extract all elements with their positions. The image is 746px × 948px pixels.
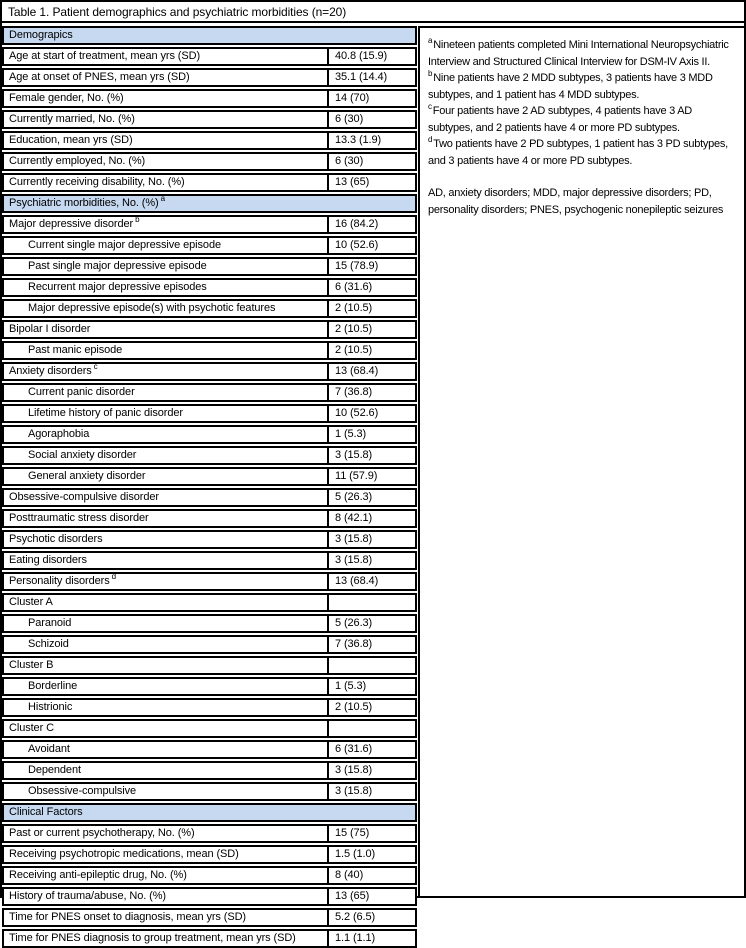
row-label: Schizoid xyxy=(28,638,69,650)
footnote xyxy=(428,70,736,103)
table-row xyxy=(2,803,417,822)
row-label: Anxiety disorders $^c$ xyxy=(9,362,98,377)
row-value: 8 (40) xyxy=(327,868,415,883)
row-label: Eating disorders xyxy=(9,554,87,566)
row-value: 5 (26.3) xyxy=(327,616,415,631)
row-label: Currently employed, No. (%) xyxy=(9,155,146,167)
footnote-marker: a xyxy=(160,194,165,204)
row-value: 3 (15.8) xyxy=(327,763,415,778)
row-label: History of trauma/abuse, No. (%) xyxy=(9,890,166,902)
table-row xyxy=(2,761,417,780)
table-row xyxy=(2,593,417,612)
row-label: Current single major depressive episode xyxy=(28,239,221,251)
row-value: 3 (15.8) xyxy=(327,784,415,799)
table-row xyxy=(2,131,417,150)
row-label: Currently receiving disability, No. (%) xyxy=(9,176,185,188)
row-value: 1 (5.3) xyxy=(327,679,415,694)
footnote xyxy=(428,37,736,70)
row-label: Age at onset of PNES, mean yrs (SD) xyxy=(9,71,190,83)
row-label: Psychotic disorders xyxy=(9,533,103,545)
table-row xyxy=(2,908,417,927)
footnote-marker: b xyxy=(135,215,140,225)
row-value xyxy=(327,658,415,673)
table-row xyxy=(2,887,417,906)
row-label: Receiving anti-epileptic drug, No. (%) xyxy=(9,869,187,881)
row-value: 3 (15.8) xyxy=(327,553,415,568)
table-row xyxy=(2,740,417,759)
row-label: Paranoid xyxy=(28,617,72,629)
table-row xyxy=(2,341,417,360)
table-row xyxy=(2,152,417,171)
table-row xyxy=(2,824,417,843)
footnote-text: Four patients have 2 AD subtypes, 4 patients have 3 AD subtypes, and 2 patients have 4 or more PD subtypes. xyxy=(428,105,692,134)
row-value: 6 (30) xyxy=(327,154,415,169)
row-label: Lifetime history of panic disorder xyxy=(28,407,183,419)
row-label: Past single major depressive episode xyxy=(28,260,207,272)
row-value: 8 (42.1) xyxy=(327,511,415,526)
table-row xyxy=(2,446,417,465)
table-row xyxy=(2,530,417,549)
table-row xyxy=(2,194,417,213)
footnote xyxy=(428,136,736,169)
footnotes-panel xyxy=(418,26,744,896)
table-row xyxy=(2,257,417,276)
table-row xyxy=(2,362,417,381)
table-row xyxy=(2,215,417,234)
row-label: Current panic disorder xyxy=(28,386,135,398)
row-value: 15 (78.9) xyxy=(327,259,415,274)
table-row xyxy=(2,26,417,45)
table-row xyxy=(2,656,417,675)
row-value: 3 (15.8) xyxy=(327,532,415,547)
row-label: Agoraphobia xyxy=(28,428,90,440)
footnote-marker: c xyxy=(428,102,432,112)
row-value: 5.2 (6.5) xyxy=(327,910,415,925)
row-label: Female gender, No. (%) xyxy=(9,92,124,104)
row-label: Past manic episode xyxy=(28,344,123,356)
footnote-marker: d xyxy=(428,135,433,145)
row-label: Recurrent major depressive episodes xyxy=(28,281,207,293)
row-label: Obsessive-compulsive xyxy=(28,785,137,797)
row-label: Borderline xyxy=(28,680,78,692)
row-label: Receiving psychotropic medications, mean (SD) xyxy=(9,848,239,860)
table-row xyxy=(2,110,417,129)
table-row xyxy=(2,320,417,339)
row-value: 6 (31.6) xyxy=(327,742,415,757)
row-label: Cluster C xyxy=(9,722,54,734)
row-value: 40.8 (15.9) xyxy=(327,49,415,64)
row-value: 1.1 (1.1) xyxy=(327,931,415,946)
row-label: Time for PNES onset to diagnosis, mean yrs (SD) xyxy=(9,911,246,923)
row-value: 13 (68.4) xyxy=(327,364,415,379)
table-row xyxy=(2,572,417,591)
table-row xyxy=(2,173,417,192)
table-row xyxy=(2,719,417,738)
row-value: 5 (26.3) xyxy=(327,490,415,505)
table-row xyxy=(2,698,417,717)
row-label: Currently married, No. (%) xyxy=(9,113,135,125)
table-title: Table 1. Patient demographics and psychiatric morbidities (n=20) xyxy=(2,2,744,23)
row-label: Demograpics xyxy=(9,29,73,41)
row-value: 2 (10.5) xyxy=(327,343,415,358)
table-row xyxy=(2,614,417,633)
table-row xyxy=(2,488,417,507)
footnote-text: Nine patients have 2 MDD subtypes, 3 patients have 3 MDD subtypes, and 1 patient has 4 MDD subtypes. xyxy=(428,72,713,101)
row-value: 10 (52.6) xyxy=(327,406,415,421)
table-row xyxy=(2,551,417,570)
row-value: 7 (36.8) xyxy=(327,637,415,652)
row-value: 2 (10.5) xyxy=(327,322,415,337)
row-label: Cluster A xyxy=(9,596,53,608)
row-label: Bipolar I disorder xyxy=(9,323,91,335)
table-row xyxy=(2,236,417,255)
row-value: 6 (31.6) xyxy=(327,280,415,295)
table-row xyxy=(2,68,417,87)
table-row xyxy=(2,677,417,696)
row-label: Social anxiety disorder xyxy=(28,449,137,461)
row-value: 2 (10.5) xyxy=(327,700,415,715)
row-label: Dependent xyxy=(28,764,81,776)
row-value: 11 (57.9) xyxy=(327,469,415,484)
footnote-marker: c xyxy=(93,362,98,372)
row-value: 13.3 (1.9) xyxy=(327,133,415,148)
footnote-marker: d xyxy=(111,572,116,582)
table-row xyxy=(2,845,417,864)
footnote-text: Nineteen patients completed Mini International Neuropsychiatric Interview and Structured Clinical Interview for DSM-IV Axis II. xyxy=(428,39,729,68)
row-value: 10 (52.6) xyxy=(327,238,415,253)
table-row xyxy=(2,47,417,66)
row-label: Education, mean yrs (SD) xyxy=(9,134,133,146)
row-value: 1 (5.3) xyxy=(327,427,415,442)
row-label: Age at start of treatment, mean yrs (SD) xyxy=(9,50,201,62)
footnote-text: Two patients have 2 PD subtypes, 1 patient has 3 PD subtypes, and 3 patients have 4 or more PD subtypes. xyxy=(428,138,728,167)
row-value: 3 (15.8) xyxy=(327,448,415,463)
row-label: Posttraumatic stress disorder xyxy=(9,512,149,524)
row-value: 2 (10.5) xyxy=(327,301,415,316)
table-row xyxy=(2,929,417,948)
table-row xyxy=(2,425,417,444)
table-row xyxy=(2,383,417,402)
table-body xyxy=(2,23,744,944)
table-row xyxy=(2,299,417,318)
row-label: General anxiety disorder xyxy=(28,470,146,482)
row-value xyxy=(327,595,415,610)
row-value xyxy=(327,721,415,736)
row-value: 1.5 (1.0) xyxy=(327,847,415,862)
table-row xyxy=(2,866,417,885)
row-label: Cluster B xyxy=(9,659,54,671)
table-row xyxy=(2,635,417,654)
row-label: Major depressive disorder $^b$ xyxy=(9,215,140,230)
footnote xyxy=(428,103,736,136)
row-value: 35.1 (14.4) xyxy=(327,70,415,85)
row-label: Time for PNES diagnosis to group treatment, mean yrs (SD) xyxy=(9,932,296,944)
row-label: Avoidant xyxy=(28,743,70,755)
row-value: 7 (36.8) xyxy=(327,385,415,400)
table-row xyxy=(2,782,417,801)
table-row xyxy=(2,404,417,423)
row-label: Past or current psychotherapy, No. (%) xyxy=(9,827,195,839)
row-label: Obsessive-compulsive disorder xyxy=(9,491,159,503)
row-value: 16 (84.2) xyxy=(327,217,415,232)
abbreviations: AD, anxiety disorders; MDD, major depressive disorders; PD, personality disorders; PNES, psychogenic nonepileptic seizures xyxy=(428,187,724,216)
table-row xyxy=(2,467,417,486)
table-row xyxy=(2,509,417,528)
row-value: 6 (30) xyxy=(327,112,415,127)
patient-data-table xyxy=(2,23,417,944)
row-label: Psychiatric morbidities, No. (%) $^a$ xyxy=(9,194,165,209)
footnote-marker: b xyxy=(428,69,433,79)
footnote-marker: a xyxy=(428,36,433,46)
row-value: 13 (65) xyxy=(327,889,415,904)
row-value: 13 (65) xyxy=(327,175,415,190)
row-label: Personality disorders $^d$ xyxy=(9,572,116,587)
row-label: Major depressive episode(s) with psychotic features xyxy=(28,302,276,314)
row-value: 15 (75) xyxy=(327,826,415,841)
table-row xyxy=(2,89,417,108)
row-label: Histrionic xyxy=(28,701,73,713)
row-label: Clinical Factors xyxy=(9,806,83,818)
row-value: 13 (68.4) xyxy=(327,574,415,589)
table-row xyxy=(2,278,417,297)
row-value: 14 (70) xyxy=(327,91,415,106)
